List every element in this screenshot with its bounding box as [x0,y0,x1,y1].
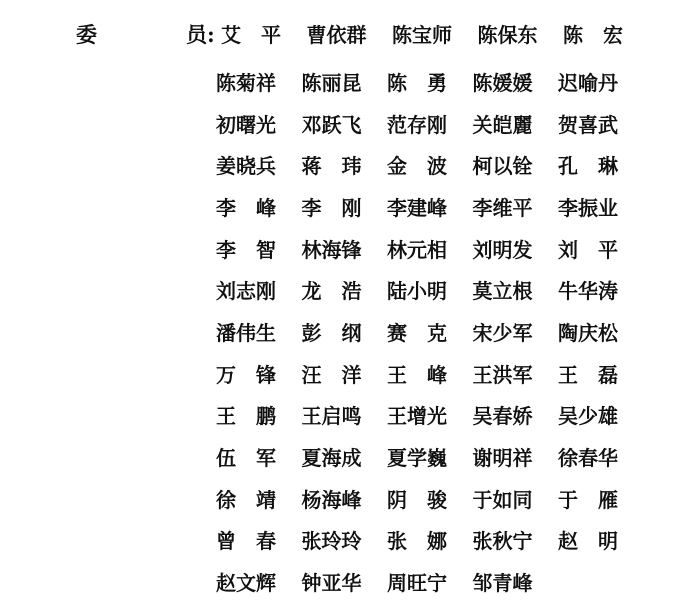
member-name: 邹青峰 [472,571,533,596]
name-row [216,270,656,312]
member-name: 吴春娇 [472,404,533,429]
member-name: 柯以铨 [472,154,533,179]
member-name: 初曙光 [216,112,276,137]
name-row [216,562,656,604]
member-name: 陈保东 [477,23,538,47]
first-name-row [221,20,649,50]
member-name: 王增光 [387,404,447,429]
member-name: 牛华涛 [558,279,618,304]
member-name: 汪 洋 [301,362,362,387]
member-name: 王洪军 [472,362,533,387]
name-row [216,312,656,354]
member-name: 伍 军 [216,446,276,471]
member-name: 徐春华 [558,446,618,471]
member-name: 李振业 [558,195,618,220]
name-row [216,229,656,271]
member-name: 夏海成 [301,446,362,471]
member-name: 吴少雄 [558,404,618,429]
member-name: 林元相 [387,237,447,262]
member-name: 赛 克 [387,320,447,345]
member-name: 贺喜武 [558,112,618,137]
member-name: 陶庆松 [558,320,618,345]
member-name: 姜晓兵 [216,154,276,179]
member-name: 关皑麗 [472,112,533,137]
member-name: 谢明祥 [472,446,533,471]
member-name: 范存刚 [387,112,447,137]
member-name: 周旺宁 [387,571,447,596]
member-name: 艾 平 [221,23,281,47]
member-name-grid [216,62,656,604]
name-row [216,521,656,563]
committee-label-wei: 委 [76,22,97,47]
member-name: 李 刚 [301,195,362,220]
member-name: 李 智 [216,237,276,262]
member-name: 李维平 [472,195,533,220]
member-name: 邓跃飞 [301,112,362,137]
member-name: 蒋 玮 [301,154,362,179]
name-row [216,437,656,479]
member-name: 陈宝师 [392,23,452,47]
member-name: 刘 平 [558,237,618,262]
member-name: 于 雁 [558,487,618,512]
member-name: 夏学巍 [387,446,447,471]
member-name: 迟喻丹 [558,70,618,95]
member-name: 陈媛媛 [472,70,533,95]
member-name: 于如同 [472,487,533,512]
name-row [216,104,656,146]
member-name: 潘伟生 [216,320,276,345]
member-name: 张秋宁 [472,529,533,554]
member-name: 刘明发 [472,237,533,262]
member-name: 陈 勇 [387,70,447,95]
name-row [216,145,656,187]
member-name: 徐 靖 [216,487,276,512]
name-row [216,479,656,521]
member-name: 彭 纲 [301,320,362,345]
name-row [216,62,656,104]
member-name: 赵文辉 [216,571,276,596]
member-name: 王启鸣 [301,404,362,429]
member-name: 莫立根 [472,279,533,304]
member-name: 万 锋 [216,362,276,387]
member-name: 钟亚华 [301,571,362,596]
member-name: 龙 浩 [301,279,362,304]
member-name: 张 娜 [387,529,447,554]
committee-label-yuan: 员: [186,22,215,47]
member-name: 陈 宏 [563,23,623,47]
member-name: 阴 骏 [387,487,447,512]
member-name: 杨海峰 [301,487,362,512]
member-name: 李建峰 [387,195,447,220]
member-name: 王 峰 [387,362,447,387]
member-name: 宋少军 [472,320,533,345]
member-name: 陈丽昆 [301,70,362,95]
member-name: 陆小明 [387,279,447,304]
member-name: 张玲玲 [301,529,362,554]
member-name: 王 磊 [558,362,618,387]
member-name: 金 波 [387,154,447,179]
member-name: 林海锋 [301,237,362,262]
name-row [216,187,656,229]
member-name: 赵 明 [558,529,618,554]
member-name: 陈菊祥 [216,70,276,95]
member-name: 曹依群 [306,23,367,47]
member-name: 孔 琳 [558,154,618,179]
name-row [216,396,656,438]
name-row [216,354,656,396]
member-name: 曾 春 [216,529,276,554]
member-name: 刘志刚 [216,279,276,304]
member-name: 王 鹏 [216,404,276,429]
member-name: 李 峰 [216,195,276,220]
